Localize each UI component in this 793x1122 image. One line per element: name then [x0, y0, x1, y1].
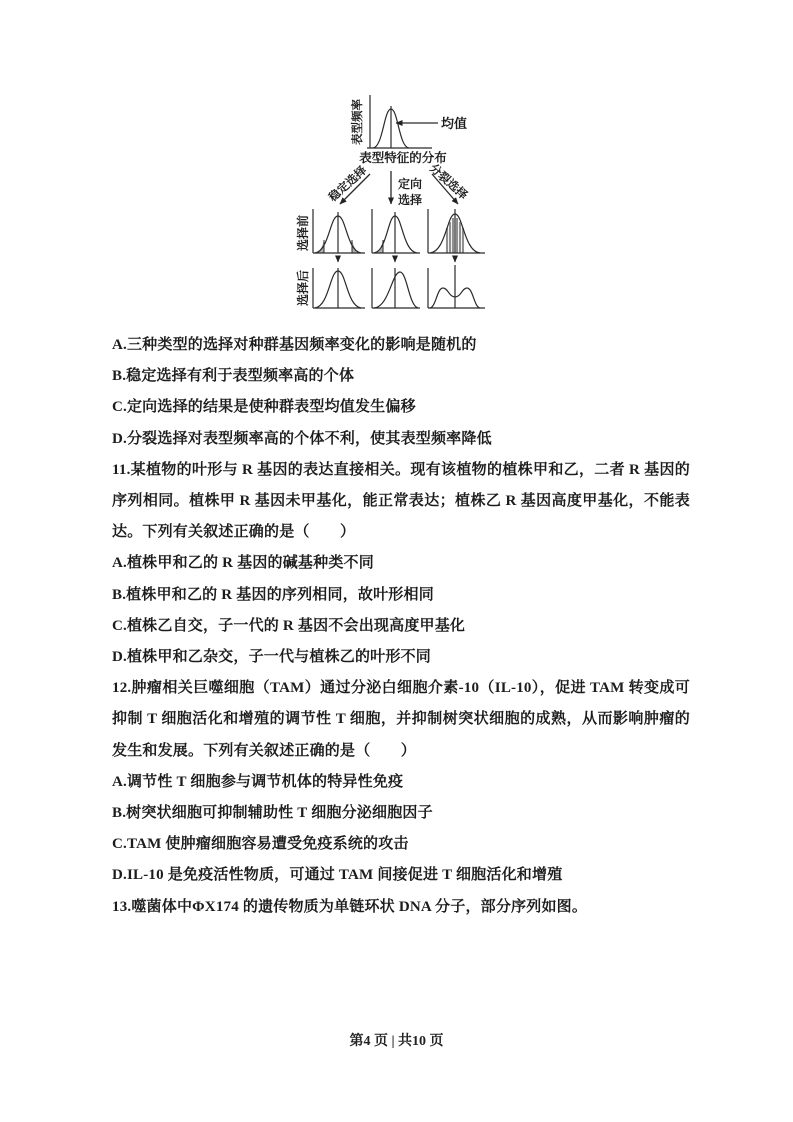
- stabilizing-selection-label: 稳定选择: [326, 164, 370, 205]
- q12-option-c: C.TAM 使肿瘤细胞容易遭受免疫系统的攻击: [112, 836, 409, 853]
- q12-option-a: A.调节性 T 细胞参与调节机体的特异性免疫: [112, 773, 404, 790]
- q11-option-d: D.植株甲和乙杂交，子一代与植株乙的叶形不同: [112, 649, 431, 666]
- q10-option-a: A.三种类型的选择对种群基因频率变化的影响是随机的: [112, 337, 477, 353]
- q10-option-c: C.定向选择的结果是使种群表型均值发生偏移: [112, 399, 416, 416]
- q11-option-c: C.植株乙自交，子一代的 R 基因不会出现高度甲基化: [112, 617, 466, 634]
- after-selection-graphs: [313, 265, 485, 308]
- question-text-block: [112, 330, 690, 923]
- q11-option-a: A.植株甲和乙的 R 基因的碱基种类不同: [112, 555, 374, 572]
- mean-label: 均值: [441, 116, 468, 131]
- before-selection-graphs: [313, 209, 485, 253]
- q11-stem: 11.某植物的叶形与 R 基因的表达直接相关。现有该植物的植株甲和乙，二者 R 基因的序列相同。植株甲 R 基因未甲基化，能正常表达；植株乙 R 基因高度甲基化，不能表达。下列有关叙述正确的是（ ）: [112, 461, 690, 541]
- page-number-footer: [0, 1030, 793, 1050]
- q12-option-b: B.树突状细胞可抑制辅助性 T 细胞分泌细胞因子: [112, 805, 433, 822]
- before-selection-label: 选择前: [296, 214, 310, 251]
- after-selection-label: 选择后: [296, 269, 310, 306]
- selection-types-figure: [283, 85, 488, 320]
- q11-option-b: B.植株甲和乙的 R 基因的序列相同，故叶形相同: [112, 586, 434, 603]
- selection-types-figure-svg: [283, 85, 488, 320]
- disruptive-selection-label: 分裂选择: [426, 162, 470, 203]
- y-axis-label: 表型频率: [352, 99, 364, 145]
- directional-selection-label-line2: 选择: [398, 193, 423, 207]
- q10-option-b: B.稳定选择有利于表型频率高的个体: [112, 368, 355, 385]
- phenotype-distribution-graph: [367, 95, 438, 148]
- q12-stem: 12.肿瘤相关巨噬细胞（TAM）通过分泌白细胞介素-10（IL-10），促进 TAM 转变成可抑制 T 细胞活化和增殖的调节性 T 细胞，并抑制树突状细胞的成熟，从而影响肿瘤的发生和发展。下列有关叙述正确的是（ ）: [112, 680, 690, 759]
- q12-option-d: D.IL-10 是免疫活性物质，可通过 TAM 间接促进 T 细胞活化和增殖: [112, 867, 563, 884]
- x-axis-label: 表型特征的分布: [359, 151, 447, 165]
- q10-option-d: D.分裂选择对表型频率高的个体不利，使其表型频率降低: [112, 430, 492, 447]
- directional-selection-label-line1: 定向: [398, 177, 423, 191]
- q13-stem: 13.噬菌体中ΦX174 的遗传物质为单链环状 DNA 分子，部分序列如图。: [112, 898, 588, 915]
- row-transition-arrows: [338, 256, 455, 262]
- page-indicator: 第4 页 | 共10 页: [349, 1034, 444, 1049]
